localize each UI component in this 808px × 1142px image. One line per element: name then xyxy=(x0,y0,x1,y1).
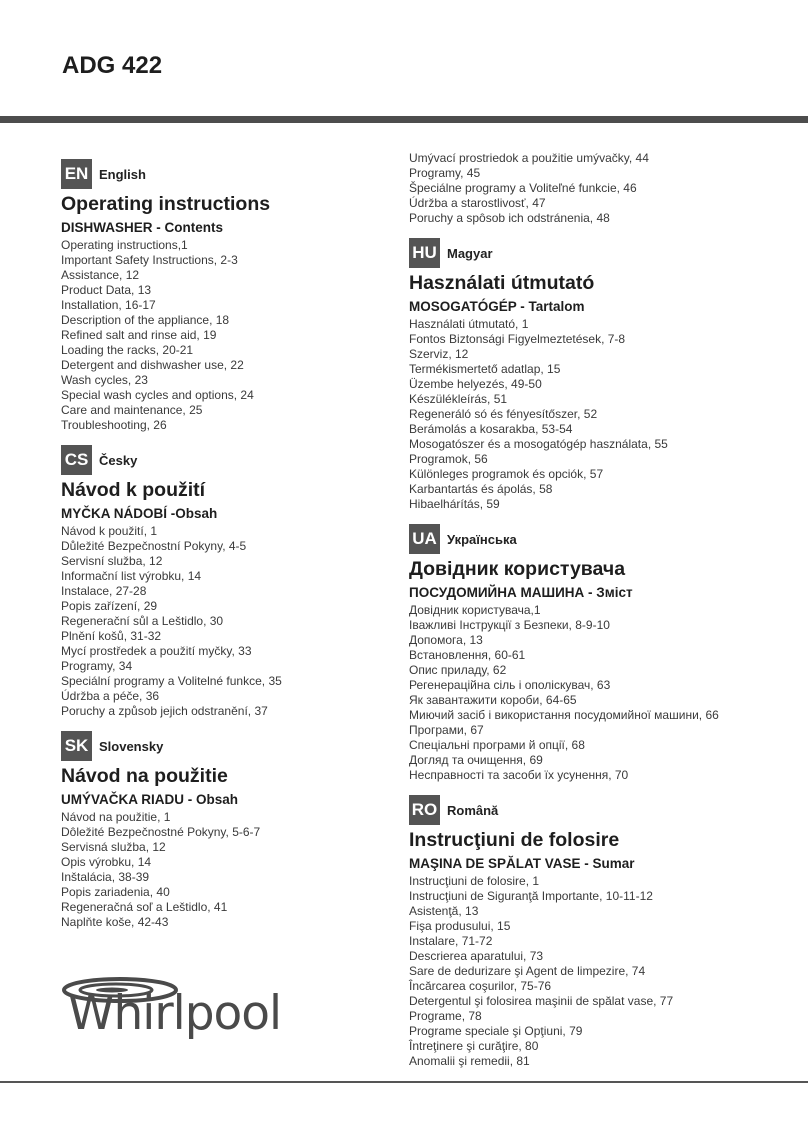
lang-name-en: English xyxy=(99,166,146,182)
contents-item: Berámolás a kosarakba, 53-54 xyxy=(409,422,573,436)
lang-badge-sk: SK xyxy=(61,731,92,761)
contents-item: Installation, 16-17 xyxy=(61,298,156,312)
contents-item: Programok, 56 xyxy=(409,452,488,466)
contents-item: Instalare, 71-72 xyxy=(409,934,493,948)
section-subtitle-en: DISHWASHER - Contents xyxy=(61,220,223,235)
contents-item: Встановлення, 60-61 xyxy=(409,648,526,662)
contents-item: Špeciálne programy a Voliteľné funkcie, 46 xyxy=(409,181,637,195)
contents-item: Довідник користувача,1 xyxy=(409,603,541,617)
contents-list-hu xyxy=(409,317,804,512)
contents-item: Іважливі Інструкції з Безпеки, 8-9-10 xyxy=(409,618,610,632)
contents-item: Допомога, 13 xyxy=(409,633,483,647)
section-subtitle-sk: UMÝVAČKA RIADU - Obsah xyxy=(61,792,239,807)
section-cs xyxy=(61,445,421,719)
left-column xyxy=(61,155,421,930)
contents-item: Speciální programy a Volitelné funkce, 35 xyxy=(61,674,282,688)
contents-item: Naplňte koše, 42-43 xyxy=(61,915,169,929)
contents-item: Poruchy a spôsob ich odstránenia, 48 xyxy=(409,211,610,225)
contents-list-ua xyxy=(409,603,804,783)
contents-item: Operating instructions,1 xyxy=(61,238,188,252)
contents-item: Informační list výrobku, 14 xyxy=(61,569,202,583)
lang-badge-en: EN xyxy=(61,159,92,189)
contents-item: Important Safety Instructions, 2-3 xyxy=(61,253,238,267)
contents-list-sk xyxy=(61,810,421,930)
section-title-cs: Návod k použití xyxy=(61,479,206,501)
contents-item: Instrucţiuni de folosire, 1 xyxy=(409,874,540,888)
lang-badge-hu: HU xyxy=(409,238,440,268)
contents-item: Încărcarea coşurilor, 75-76 xyxy=(409,979,552,993)
contents-item: Servisní služba, 12 xyxy=(61,554,163,568)
contents-item: Programy, 34 xyxy=(61,659,133,673)
contents-item: Üzembe helyezés, 49-50 xyxy=(409,377,542,391)
top-divider xyxy=(0,116,808,123)
contents-item: Opis výrobku, 14 xyxy=(61,855,152,869)
contents-item: Loading the racks, 20-21 xyxy=(61,343,194,357)
section-en xyxy=(61,159,421,433)
contents-item: Programy, 45 xyxy=(409,166,481,180)
contents-list-sk-continued xyxy=(409,151,804,226)
contents-item: Szerviz, 12 xyxy=(409,347,469,361)
contents-item: Care and maintenance, 25 xyxy=(61,403,203,417)
contents-item: Догляд та очищення, 69 xyxy=(409,753,543,767)
contents-item: Регенераційна сіль і ополіскувач, 63 xyxy=(409,678,611,692)
section-title-ua: Довідник користувача xyxy=(409,558,626,580)
contents-item: Umývací prostriedok a použitie umývačky, 44 xyxy=(409,151,649,165)
lang-badge-ua: UA xyxy=(409,524,440,554)
contents-list-en xyxy=(61,238,421,433)
section-title-sk: Návod na použitie xyxy=(61,765,228,787)
contents-item: Hibaelhárítás, 59 xyxy=(409,497,500,511)
contents-item: Programe, 78 xyxy=(409,1009,482,1023)
contents-item: Regeneračná soľ a Leštidlo, 41 xyxy=(61,900,228,914)
section-ro xyxy=(409,795,804,1069)
contents-item: Dôležité Bezpečnostné Pokyny, 5-6-7 xyxy=(61,825,261,839)
contents-item: Készülékleírás, 51 xyxy=(409,392,508,406)
lang-name-ua: Українська xyxy=(447,531,517,547)
contents-item: Anomalii şi remedii, 81 xyxy=(409,1054,530,1068)
section-title-en: Operating instructions xyxy=(61,193,271,215)
contents-item: Instalace, 27-28 xyxy=(61,584,147,598)
section-title-ro: Instrucţiuni de folosire xyxy=(409,829,620,851)
whirlpool-logo xyxy=(62,972,292,1052)
contents-item: Assistance, 12 xyxy=(61,268,140,282)
section-subtitle-ua: ПОСУДОМИЙНА МАШИНА - Зміст xyxy=(409,585,633,600)
lang-name-sk: Slovensky xyxy=(99,738,164,754)
section-ua xyxy=(409,524,804,783)
section-subtitle-hu: MOSOGATÓGÉP - Tartalom xyxy=(409,299,585,314)
contents-item: Як завантажити короби, 64-65 xyxy=(409,693,577,707)
contents-item: Regeneráló só és fényesítőszer, 52 xyxy=(409,407,598,421)
model-title: ADG 422 xyxy=(62,52,163,79)
contents-item: Întreţinere şi curăţire, 80 xyxy=(409,1039,539,1053)
contents-item: Несправності та засоби їх усунення, 70 xyxy=(409,768,629,782)
contents-item: Asistenţă, 13 xyxy=(409,904,479,918)
contents-item: Plnění košů, 31-32 xyxy=(61,629,162,643)
contents-item: Wash cycles, 23 xyxy=(61,373,148,387)
contents-item: Návod na použitie, 1 xyxy=(61,810,171,824)
lang-badge-ro: RO xyxy=(409,795,440,825)
contents-item: Servisná služba, 12 xyxy=(61,840,166,854)
bottom-divider xyxy=(0,1081,808,1083)
contents-item: Fontos Biztonsági Figyelmeztetések, 7-8 xyxy=(409,332,626,346)
contents-list-cs xyxy=(61,524,421,719)
contents-item: Програми, 67 xyxy=(409,723,484,737)
lang-name-ro: Română xyxy=(447,802,499,818)
section-sk-continued xyxy=(409,151,804,226)
contents-item: Fişa produsului, 15 xyxy=(409,919,511,933)
contents-item: Údržba a starostlivosť, 47 xyxy=(409,196,546,210)
contents-item: Regenerační sůl a Leštidlo, 30 xyxy=(61,614,224,628)
contents-item: Használati útmutató, 1 xyxy=(409,317,529,331)
lang-name-cs: Česky xyxy=(99,452,138,468)
contents-item: Descrierea aparatului, 73 xyxy=(409,949,544,963)
contents-list-ro xyxy=(409,874,804,1069)
right-column xyxy=(409,151,804,1069)
contents-item: Údržba a péče, 36 xyxy=(61,689,160,703)
contents-item: Detergent and dishwasher use, 22 xyxy=(61,358,244,372)
section-title-hu: Használati útmutató xyxy=(409,272,595,294)
contents-item: Inštalácia, 38-39 xyxy=(61,870,150,884)
contents-item: Különleges programok és opciók, 57 xyxy=(409,467,604,481)
contents-item: Description of the appliance, 18 xyxy=(61,313,230,327)
section-hu xyxy=(409,238,804,512)
contents-item: Special wash cycles and options, 24 xyxy=(61,388,254,402)
contents-item: Mosogatószer és a mosogatógép használata, 55 xyxy=(409,437,668,451)
contents-item: Poruchy a způsob jejich odstranění, 37 xyxy=(61,704,268,718)
lang-name-hu: Magyar xyxy=(447,245,493,261)
logo-wordmark: Whirlpool xyxy=(68,986,282,1041)
section-subtitle-ro: MAŞINA DE SPĂLAT VASE - Sumar xyxy=(409,856,635,871)
contents-item: Sare de dedurizare şi Agent de limpezire, 74 xyxy=(409,964,646,978)
section-subtitle-cs: MYČKA NÁDOBÍ -Obsah xyxy=(61,506,218,521)
contents-item: Mycí prostředek a použití myčky, 33 xyxy=(61,644,252,658)
contents-item: Termékismertető adatlap, 15 xyxy=(409,362,561,376)
contents-item: Troubleshooting, 26 xyxy=(61,418,167,432)
contents-item: Миючий засіб і використання посудомийної машини, 66 xyxy=(409,708,719,722)
contents-item: Programe speciale şi Opţiuni, 79 xyxy=(409,1024,583,1038)
contents-item: Detergentul şi folosirea maşinii de spălat vase, 77 xyxy=(409,994,674,1008)
contents-item: Refined salt and rinse aid, 19 xyxy=(61,328,217,342)
section-sk xyxy=(61,731,421,930)
contents-item: Спеціальні програми й опції, 68 xyxy=(409,738,585,752)
contents-item: Návod k použití, 1 xyxy=(61,524,158,538)
contents-item: Product Data, 13 xyxy=(61,283,152,297)
lang-badge-cs: CS xyxy=(61,445,92,475)
contents-item: Důležité Bezpečnostní Pokyny, 4-5 xyxy=(61,539,247,553)
contents-item: Опис приладу, 62 xyxy=(409,663,507,677)
contents-item: Instrucţiuni de Siguranţă Importante, 10-11-12 xyxy=(409,889,653,903)
contents-item: Popis zariadenia, 40 xyxy=(61,885,170,899)
contents-item: Karbantartás és ápolás, 58 xyxy=(409,482,553,496)
contents-item: Popis zařízení, 29 xyxy=(61,599,158,613)
